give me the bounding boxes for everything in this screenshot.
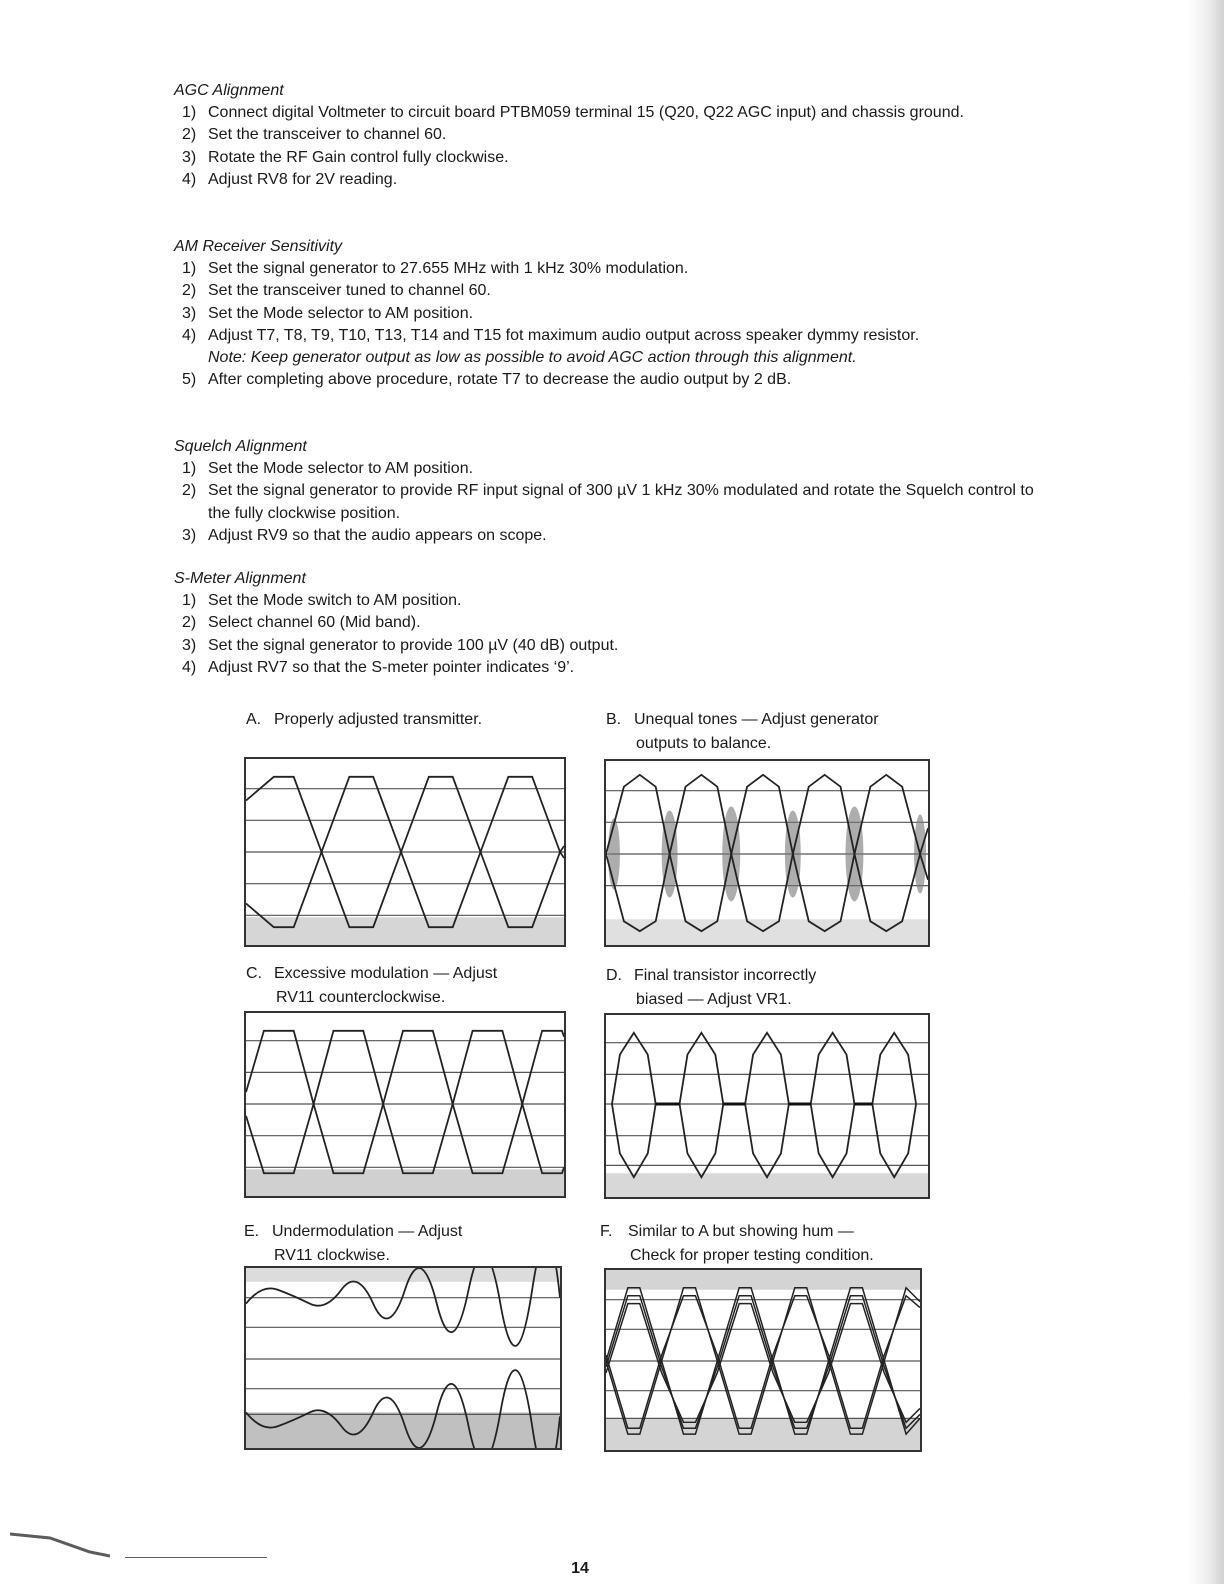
note-text: Note: Keep generator output as low as possible to avoid AGC action through this alignment. <box>208 349 857 367</box>
section-agc-alignment <box>174 80 1034 191</box>
list-item: 1) Set the signal generator to 27.655 MHz with 1 kHz 30% modulation. <box>182 260 689 277</box>
section-squelch-alignment <box>174 436 1034 547</box>
figure-a-caption: A. Properly adjusted transmitter. <box>246 711 483 728</box>
step-list <box>174 590 1034 679</box>
list-item: 3) Set the Mode selector to AM position. <box>182 304 474 322</box>
scope-graph <box>606 1015 928 1197</box>
list-item: 2) Set the signal generator to provide RF input signal of 300 µV 1 kHz 30% modulated and rotate the Squelch control to the fully clockwise position. <box>182 482 1034 522</box>
figure-b-caption: B. Unequal tones — Adjust generator outputs to balance. <box>606 711 879 752</box>
scope-figure-c <box>244 1011 566 1198</box>
step-list <box>174 258 1034 392</box>
scope-figure-b <box>604 759 930 947</box>
figure-e-caption: E. Undermodulation — Adjust RV11 clockwise. <box>244 1223 463 1264</box>
scope-graph <box>606 761 928 945</box>
scan-artifact-mark <box>10 1528 110 1558</box>
list-item: 2) Set the transceiver tuned to channel 60. <box>182 282 491 300</box>
list-item: 1) Set the Mode switch to AM position. <box>182 592 462 609</box>
section-title: AGC Alignment <box>174 82 284 99</box>
list-item: 4) Adjust T7, T8, T9, T10, T13, T14 and T15 fot maximum audio output across speaker dymmy resistor. Note: Keep generator output as low as possible to avoid AGC action through this alignment. <box>182 326 920 367</box>
page-number: 14 <box>571 1560 589 1577</box>
figure-c-caption: C. Excessive modulation — Adjust RV11 counterclockwise. <box>246 965 498 1006</box>
list-item: 2) Select channel 60 (Mid band). <box>182 614 421 632</box>
page-edge-shadow <box>1188 0 1224 1584</box>
section-title: Squelch Alignment <box>174 438 307 455</box>
list-item: 2) Set the transceiver to channel 60. <box>182 126 447 144</box>
step-list <box>174 102 1034 191</box>
list-item: 1) Connect digital Voltmeter to circuit board PTBM059 terminal 15 (Q20, Q22 AGC input) and chassis ground. <box>182 104 964 121</box>
scope-graph <box>246 1268 560 1448</box>
section-am-receiver-sensitivity <box>174 236 1034 392</box>
figure-d-caption: D. Final transistor incorrectly biased — Adjust VR1. <box>606 967 817 1008</box>
scope-graph <box>246 759 564 945</box>
section-title: AM Receiver Sensitivity <box>174 238 343 255</box>
list-item: 3) Set the signal generator to provide 100 µV (40 dB) output. <box>182 636 619 654</box>
section-title: S-Meter Alignment <box>174 570 306 587</box>
scope-graph <box>246 1013 564 1196</box>
figure-f-caption: F. Similar to A but showing hum — Check for proper testing condition. <box>600 1223 874 1264</box>
list-item: 3) Adjust RV9 so that the audio appears on scope. <box>182 526 547 544</box>
scope-figure-e <box>244 1266 562 1450</box>
step-list <box>174 458 1034 547</box>
scope-figure-f <box>604 1268 922 1452</box>
scope-figure-a <box>244 757 566 947</box>
list-item: 4) Adjust RV8 for 2V reading. <box>182 170 398 188</box>
scope-figure-d <box>604 1013 930 1199</box>
scan-artifact-line <box>125 1557 267 1558</box>
list-item: 3) Rotate the RF Gain control fully clockwise. <box>182 148 509 166</box>
list-item: 4) Adjust RV7 so that the S-meter pointer indicates ‘9’. <box>182 658 575 676</box>
list-item: 5) After completing above procedure, rotate T7 to decrease the audio output by 2 dB. <box>182 371 792 389</box>
scope-graph <box>606 1270 920 1450</box>
section-s-meter-alignment <box>174 568 1034 679</box>
list-item: 1) Set the Mode selector to AM position. <box>182 460 474 477</box>
